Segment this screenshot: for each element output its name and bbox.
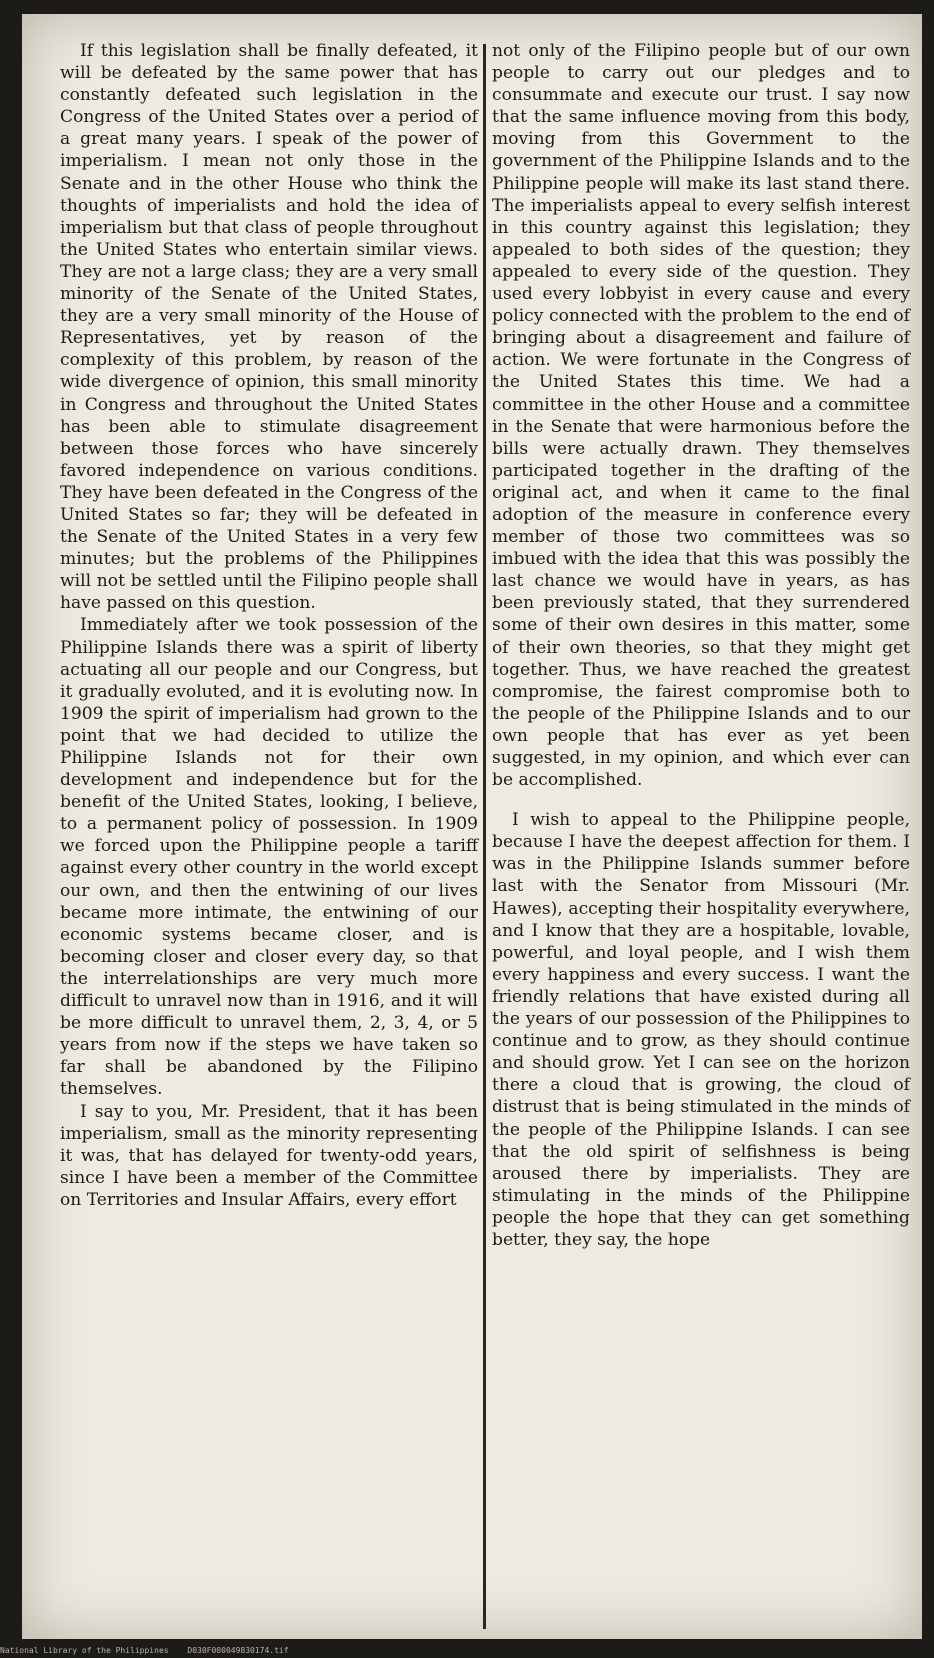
file-name: D030F000049830174.tif (187, 1646, 289, 1655)
left-paragraph-3: I say to you, Mr. President, that it has been imperialism, small as the minority representing it was, that has delayed for twenty-odd years, since I have been a member of the Committee on Territories and Insular Affairs, every effort (60, 1101, 478, 1210)
right-paragraph-1: not only of the Filipino people but of our own people to carry out our pledges and to consummate and execute our trust. I say now that the same influence moving from this body, moving from this Government to the government of the Philippine Islands and to the Philippine people will make its last stand there. The imperialists appeal to every selfish interest in this country against this legislation; they appealed to both sides of the question; they appealed to every side of the question. They used every lobbyist in every cause and every policy connected with the problem to the end of bringing about a disagreement and failure of action. We were fortunate in the Congress of the United States this time. We had a committee in the other House and a committee in the Senate that were harmonious before the bills were actually drawn. They themselves participated together in the drafting of the original act, and when it came to the final adoption of the measure in conference every member of those two committees was so imbued with the idea that this was possibly the last chance we would have in years, as has been previously stated, that they surrendered some of their own desires in this matter, some of their own theories, so that they might get together. Thus, we have reached the greatest compromise, the fairest compromise both to the people of the Philippine Islands and to our own people that has ever as yet been suggested, in my opinion, and which ever can be accomplished. (492, 41, 910, 791)
column-rule (483, 44, 486, 1629)
left-column (60, 40, 478, 1211)
right-paragraph-2: I wish to appeal to the Philippine people, because I have the deepest affection for them. I was in the Philippine Islands summer before last with the Senator from Missouri (Mr. Hawes), accepting their hospitality everywhere, and I know that they are a hospitable, lovable, powerful, and loyal people, and I wish them every happiness and every success. I want the friendly relations that have existed during all the years of our possession of the Philippines to continue and to grow, as they should continue and should grow. Yet I can see on the horizon there a cloud that is growing, the cloud of distrust that is being stimulated in the minds of the people of the Philippine Islands. I can see that the old spirit of selfishness is being aroused there by imperialists. They are stimulating in the minds of the Philippine people the hope that they can get something better, they say, the hope (492, 810, 910, 1250)
left-paragraph-2: Immediately after we took possession of the Philippine Islands there was a spirit of liberty actuating all our people and our Congress, but it gradually evoluted, and it is evoluting now. In 1909 the spirit of imperialism had grown to the point that we had decided to utilize the Philippine Islands not for their own development and independence but for the benefit of the United States, looking, I believe, to a permanent policy of possession. In 1909 we forced upon the Philippine people a tariff against every other country in the world except our own, and then the entwining of our lives became more intimate, the entwining of our economic systems became closer, and is becoming closer and closer every day, so that the interrelationships are very much more difficult to unravel now than in 1916, and it will be more difficult to unravel them, 2, 3, 4, or 5 years from now if the steps we have taken so far shall be abandoned by the Filipino themselves. (60, 615, 478, 1100)
scan-footer (0, 1646, 303, 1655)
right-column (492, 40, 910, 1251)
left-paragraph-1: If this legislation shall be finally defeated, it will be defeated by the same power that has constantly defeated such legislation in the Congress of the United States over a period of a great many years. I speak of the power of imperialism. I mean not only those in the Senate and in the other House who think the thoughts of imperialists and hold the idea of imperialism but that class of people throughout the United States who entertain similar views. They are not a large class; they are a very small minority of the Senate of the United States, they are a very small minority of the House of Representatives, yet by reason of the complexity of this problem, by reason of the wide divergence of opinion, this small minority in Congress and throughout the United States has been able to stimulate disagreement between those forces who have sincerely favored independence on various conditions. They have been defeated in the Congress of the United States so far; they will be defeated in the Senate of the United States in a very few minutes; but the problems of the Philippines will not be settled until the Filipino people shall have passed on this question. (60, 41, 478, 614)
library-credit: National Library of the Philippines (0, 1646, 169, 1655)
newspaper-clipping (22, 14, 922, 1639)
